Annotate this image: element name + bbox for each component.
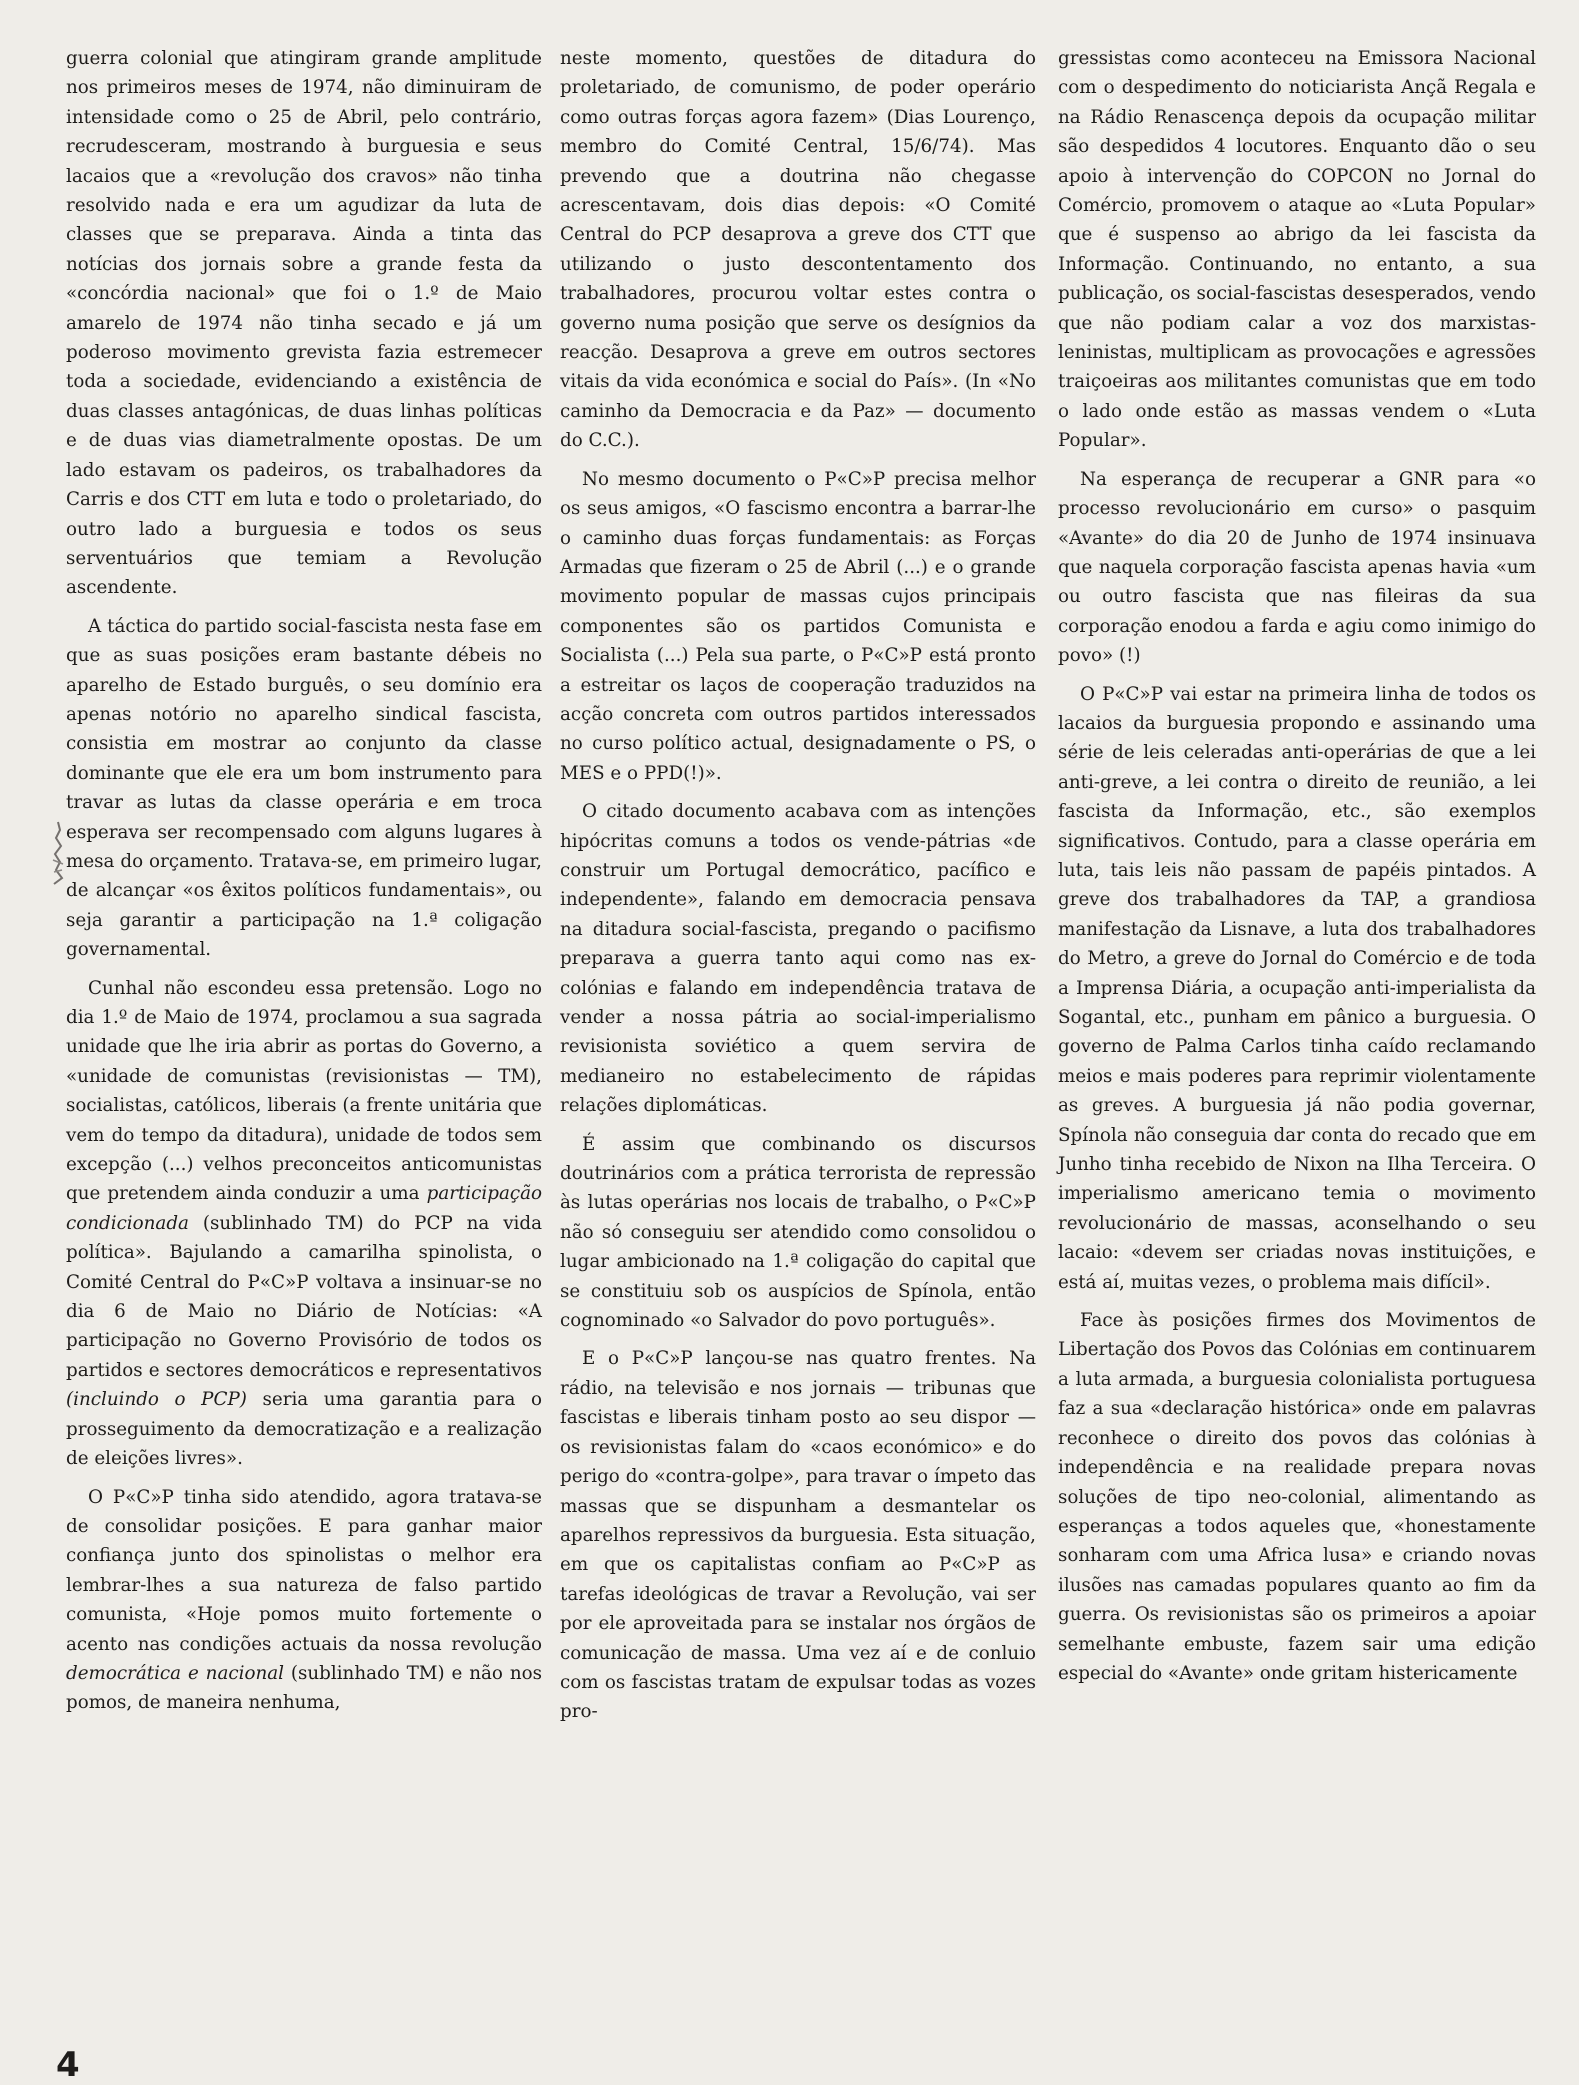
- paragraph: [1058, 1306, 1536, 1688]
- paragraph: [1058, 465, 1536, 671]
- paragraph-text: (sublinhado TM) e não nos pomos, de maneira nenhuma,: [66, 1662, 542, 1714]
- paragraph-text: O P«C»P vai estar na primeira linha de todos os lacaios da burguesia propondo e assinando uma série de leis celeradas anti-operárias de que a lei anti-greve, a lei contra o direito de reunião, a lei fascista da Informação, etc., são exemplos significativos. Contudo, para a classe operária em luta, tais leis não passam de papéis pintados. A greve dos trabalhadores da TAP, a grandiosa manifestação da Lisnave, a luta dos trabalhadores do Metro, a greve do Jornal do Comércio e de toda a Imprensa Diária, a ocupação anti-imperialista da Sogantal, etc., punham em pânico a burguesia. O governo de Palma Carlos tinha caído reclamando meios e mais poderes para reprimir violentamente as greves. A burguesia já não podia governar, Spínola não conseguia dar conta do recado que em Junho tinha recebido de Nixon na Ilha Terceira. O imperialismo americano temia o movimento revolucionário de massas, aconselhando o seu lacaio: «devem ser criadas novas instituições, e está aí, muitas vezes, o problema mais difícil».: [1058, 683, 1536, 1293]
- paragraph-text: neste momento, questões de ditadura do proletariado, de comunismo, de poder operário como outras forças agora fazem» (Dias Lourenço, membro do Comité Central, 15/6/74). Mas prevendo que a doutrina não chegasse acrescentavam, dois dias depois: «O Comité Central do PCP desaprova a greve dos CTT que utilizando o justo descontentamento dos trabalhadores, procurou voltar estes contra o governo numa posição que serve os desígnios da reacção. Desaprova a greve em outros sectores vitais da vida económica e social do País». (In «No caminho da Democracia e da Paz» — documento do C.C.).: [560, 48, 1036, 452]
- paragraph: [560, 1130, 1036, 1336]
- paragraph-text: Cunhal não escondeu essa pretensão. Logo no dia 1.º de Maio de 1974, proclamou a sua sagrada unidade que lhe iria abrir as portas do Governo, a «unidade de comunistas (revisionistas — TM), socialistas, católicos, liberais (a frente unitária que vem do tempo da ditadura), unidade de todos sem excepção (...) velhos preconceitos anticomunistas que pretendem ainda conduzir a uma: [66, 977, 542, 1205]
- text-column-3: [1058, 44, 1536, 1697]
- paragraph-text: É assim que combinando os discursos doutrinários com a prática terrorista de repressão às lutas operárias nos locais de trabalho, o P«C»P não só conseguiu ser atendido como consolidou o lugar ambicionado na 1.ª coligação do capital que se constituiu sob os auspícios de Spínola, então cognominado «o Salvador do povo português».: [560, 1133, 1036, 1332]
- paragraph-text: Face às posições firmes dos Movimentos de Libertação dos Povos das Colónias em continuarem a luta armada, a burguesia colonialista portuguesa faz a sua «declaração histórica» onde em palavras reconhece o direito dos povos das colónias à independência e na realidade prepara novas soluções de tipo neo-colonial, alimentando as esperanças a todos aqueles que, «honestamente sonharam com uma Africa lusa» e criando novas ilusões nas camadas populares quanto ao fim da guerra. Os revisionistas são os primeiros a apoiar semelhante embuste, fazem sair uma edição especial do «Avante» onde gritam histericamente: [1058, 1310, 1536, 1684]
- paragraph: [1058, 44, 1536, 456]
- paragraph: [66, 44, 542, 603]
- page-number: 4: [56, 2045, 80, 2085]
- paragraph-text: No mesmo documento o P«C»P precisa melhor os seus amigos, «O fascismo encontra a barrar-lhe o caminho duas forças fundamentais: as Forças Armadas que fizeram o 25 de Abril (...) e o grande movimento popular de massas cujos principais componentes são os partidos Comunista e Socialista (...) Pela sua parte, o P«C»P está pronto a estreitar os laços de cooperação traduzidos na acção concreta com outros partidos interessados no curso político actual, designadamente o PS, o MES e o PPD(!)».: [560, 468, 1036, 784]
- paragraph-text: A táctica do partido social-fascista nesta fase em que as suas posições eram bastante débeis no aparelho de Estado burguês, o seu domínio era apenas notório no aparelho sindical fascista, consistia em mostrar ao conjunto da classe dominante que ele era um bom instrumento para travar as lutas da classe operária e em troca esperava ser recompensado com alguns lugares à mesa do orçamento. Tratava-se, em primeiro lugar, de alcançar «os êxitos políticos fundamentais», ou seja garantir a participação na 1.ª coligação governamental.: [66, 615, 542, 961]
- paragraph-text: O citado documento acabava com as intenções hipócritas comuns a todos os vende-pátrias «de construir um Portugal democrático, pacífico e independente», falando em democracia pensava na ditadura social-fascista, pregando o pacifismo preparava a guerra tanto aqui como nas ex-colónias e falando em independência tratava de vender a nossa pátria ao social-imperialismo revisionista soviético a quem servira de medianeiro no estabelecimento de rápidas relações diplomáticas.: [560, 801, 1036, 1117]
- paragraph: [66, 612, 542, 965]
- margin-ink-mark: [51, 820, 65, 886]
- paragraph-text: E o P«C»P lançou-se nas quatro frentes. Na rádio, na televisão e nos jornais — tribunas que fascistas e liberais tinham posto ao seu dispor — os revisionistas falam do «caos económico» e do perigo do «contra-golpe», para travar o ímpeto das massas que se dispunham a desmantelar os aparelhos repressivos da burguesia. Esta situação, em que os capitalistas confiam ao P«C»P as tarefas ideológicas de travar a Revolução, vai ser por ele aproveitada para se instalar nos órgãos de comunicação de massa. Uma vez aí e de conluio com os fascistas tratam de expulsar todas as vozes pro-: [560, 1348, 1036, 1723]
- paragraph: [560, 465, 1036, 788]
- paragraph-text: gressistas como aconteceu na Emissora Nacional com o despedimento do noticiarista Ançã Regala e na Rádio Renascença depois da ocupação militar são despedidos 4 locutores. Enquanto dão o seu apoio à intervenção do COPCON no Jornal do Comércio, promovem o ataque ao «Luta Popular» que é suspenso ao abrigo da lei fascista da Informação. Continuando, no entanto, a sua publicação, os social-fascistas desesperados, vendo que não podiam calar a voz dos marxistas-leninistas, multiplicam as provocações e agressões traiçoeiras aos militantes comunistas que em todo o lado onde estão as massas vendem o «Luta Popular».: [1058, 48, 1536, 452]
- paragraph: [66, 1483, 542, 1718]
- emphasized-text: participação condicionada: [66, 1183, 542, 1234]
- paragraph-text: O P«C»P tinha sido atendido, agora tratava-se de consolidar posições. E para ganhar maior confiança junto dos spinolistas o melhor era lembrar-lhes a sua natureza de falso partido comunista, «Hoje pomos muito fortemente o acento nas condições actuais da nossa revolução: [66, 1486, 542, 1655]
- emphasized-text: (incluindo o PCP): [66, 1389, 247, 1411]
- paragraph: [1058, 680, 1536, 1298]
- text-column-2: [560, 44, 1036, 1736]
- paragraph-text: (sublinhado TM) do PCP na vida política». Bajulando a camarilha spinolista, o Comité Central do P«C»P voltava a insinuar-se no dia 6 de Maio no Diário de Notícias: «A participação no Governo Provisório de todos os partidos e sectores democráticos e representativos: [66, 1212, 542, 1381]
- paragraph: [560, 1344, 1036, 1726]
- paragraph-text: Na esperança de recuperar a GNR para «o processo revolucionário em curso» o pasquim «Avante» do dia 20 de Junho de 1974 insinuava que naquela corporação fascista apenas havia «um ou outro fascista que nas fileiras da sua corporação enodou a farda e agiu como inimigo do povo» (!): [1058, 468, 1536, 667]
- emphasized-text: democrática e nacional: [66, 1662, 284, 1684]
- paragraph: [560, 44, 1036, 456]
- paragraph: [66, 974, 542, 1474]
- text-column-1: [66, 44, 542, 1727]
- paragraph-text: seria uma garantia para o prosseguimento da democratização e a realização de eleições livres».: [66, 1389, 542, 1470]
- paragraph-text: guerra colonial que atingiram grande amplitude nos primeiros meses de 1974, não diminuiram de intensidade como o 25 de Abril, pelo contrário, recrudesceram, mostrando à burguesia e seus lacaios que a «revolução dos cravos» não tinha resolvido nada e era um agudizar da luta de classes que se preparava. Ainda a tinta das notícias dos jornais sobre a grande festa da «concórdia nacional» que foi o 1.º de Maio amarelo de 1974 não tinha secado e já um poderoso movimento grevista fazia estremecer toda a sociedade, evidenciando a existência de duas classes antagónicas, de duas linhas políticas e de duas vias diametralmente opostas. De um lado estavam os padeiros, os trabalhadores da Carris e dos CTT em luta e todo o proletariado, do outro lado a burguesia e todos os seus serventuários que temiam a Revolução ascendente.: [66, 48, 542, 599]
- paragraph: [560, 797, 1036, 1120]
